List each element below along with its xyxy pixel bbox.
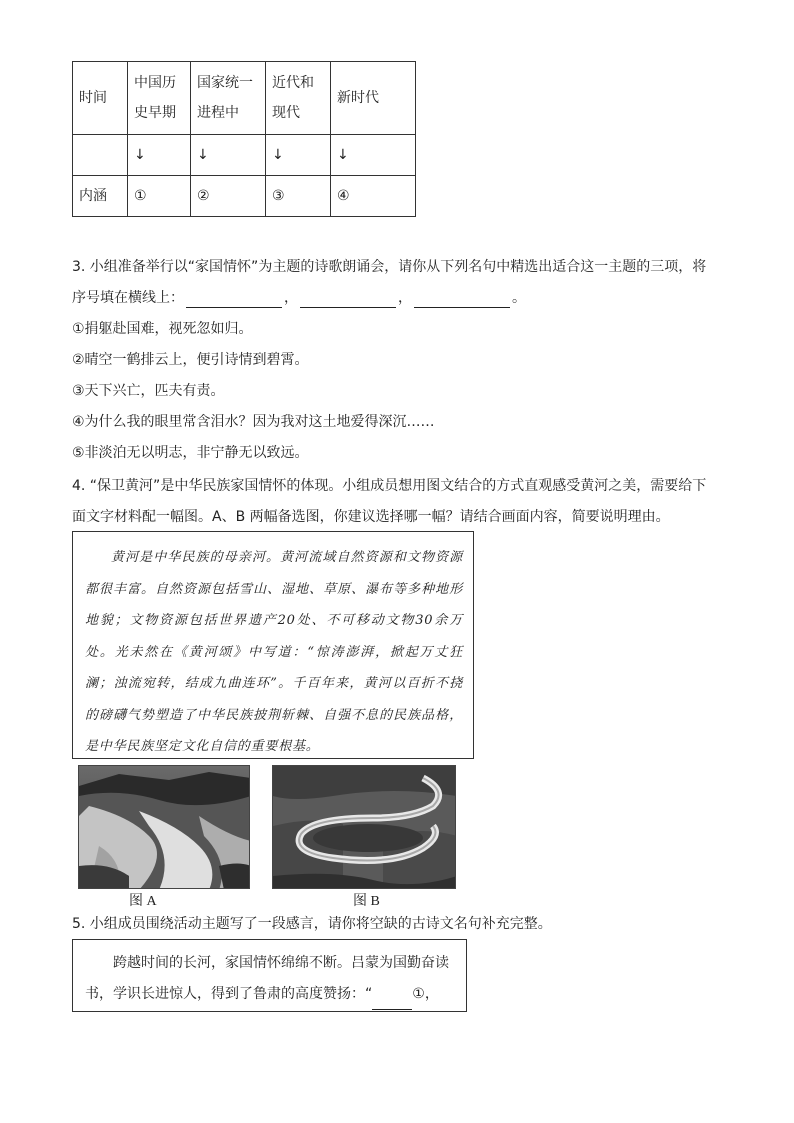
separator: ， (398, 290, 412, 306)
river-bend-image (273, 766, 456, 889)
header-text: 史早期 (134, 105, 176, 121)
answer-blank-3[interactable] (414, 293, 510, 308)
q3-option: ①捐躯赴国难，视死忽如归。 (72, 321, 253, 337)
caption-a: 图 A (129, 894, 157, 909)
header-text: 现代 (272, 105, 300, 121)
arrow-cell: ↓ (191, 135, 266, 176)
arrow-cell: ↓ (331, 135, 416, 176)
q4-prompt-line2: 面文字材料配一幅图。A、B 两幅备选图，你建议选择哪一幅？请结合画面内容，简要说明理由。 (72, 509, 670, 525)
separator: ， (284, 290, 298, 306)
q3-prompt-line1: 3. 小组准备举行以“家国情怀”为主题的诗歌朗诵会，请你从下列名句中精选出适合这一主题的三项，将 (72, 259, 707, 275)
header-text: 新时代 (337, 90, 379, 106)
waterfall-image (79, 766, 250, 889)
q3-option: ②晴空一鹤排云上，便引诗情到碧霄。 (72, 352, 309, 368)
photo-b-river-bend (272, 765, 456, 889)
photo-a-waterfall (78, 765, 250, 889)
answer-blank-1[interactable] (186, 293, 282, 308)
header-cell-unification (191, 62, 266, 135)
period: 。 (512, 290, 526, 306)
q4-prompt-line1: 4. “保卫黄河”是中华民族家国情怀的体现。小组成员想用图文结合的方式直观感受黄河之美，需要给下 (72, 478, 707, 494)
content-cell: ③ (266, 176, 331, 217)
q3-option: ③天下兴亡，匹夫有责。 (72, 383, 225, 399)
yellow-river-passage: 黄河是中华民族的母亲河。黄河流域自然资源和文物资源都很丰富。自然资源包括雪山、湿地、草原、瀑布等多种地形地貌；文物资源包括世界遗产20处、不可移动文物30余万处。光未然在《黄河颂》中写道：“惊涛澎湃，掀起万丈狂澜；浊流宛转，结成九曲连环”。千百年来，黄河以百折不挠的磅礴气势塑造了中华民族披荆斩棘、自强不息的民族品格，是中华民族坚定文化自信的重要根基。 (85, 550, 463, 754)
blank-number-mark: ①， (412, 986, 439, 1002)
header-text: 中国历 (134, 75, 176, 91)
content-cell: ① (128, 176, 191, 217)
timeline-table (72, 61, 416, 217)
table-header-row (73, 62, 416, 135)
header-cell-early (128, 62, 191, 135)
caption-b: 图 B (353, 894, 380, 909)
table-content-row (73, 176, 416, 217)
table-arrow-row (73, 135, 416, 176)
answer-blank-q5-1[interactable] (372, 995, 412, 1010)
q3-prompt-line2 (72, 288, 526, 308)
q3-prefix: 序号填在横线上： (72, 290, 184, 306)
q5-prompt: 5. 小组成员围绕活动主题写了一段感言，请你将空缺的古诗文名句补充完整。 (72, 916, 552, 932)
header-cell-modern (266, 62, 331, 135)
arrow-cell: ↓ (266, 135, 331, 176)
answer-blank-2[interactable] (300, 293, 396, 308)
header-cell-new-era (331, 62, 416, 135)
q3-option: ⑤非淡泊无以明志，非宁静无以致远。 (72, 445, 309, 461)
header-text: 进程中 (197, 105, 239, 121)
content-cell: ④ (331, 176, 416, 217)
q5-passage-box (72, 939, 467, 1012)
header-cell-time (73, 62, 128, 135)
header-text: 时间 (79, 90, 107, 106)
q5-passage-text: 跨越时间的长河，家国情怀绵绵不断。吕蒙为国勤奋读书，学识长进惊人，得到了鲁肃的高度赞扬：“ (85, 955, 449, 1002)
yellow-river-passage-box (72, 531, 474, 759)
q3-option: ④为什么我的眼里常含泪水？因为我对这土地爱得深沉…… (72, 414, 435, 430)
arrow-cell (73, 135, 128, 176)
content-label-cell: 内涵 (73, 176, 128, 217)
header-text: 近代和 (272, 75, 314, 91)
arrow-cell: ↓ (128, 135, 191, 176)
header-text: 国家统一 (197, 75, 253, 91)
q5-passage (85, 948, 456, 1010)
content-cell: ② (191, 176, 266, 217)
